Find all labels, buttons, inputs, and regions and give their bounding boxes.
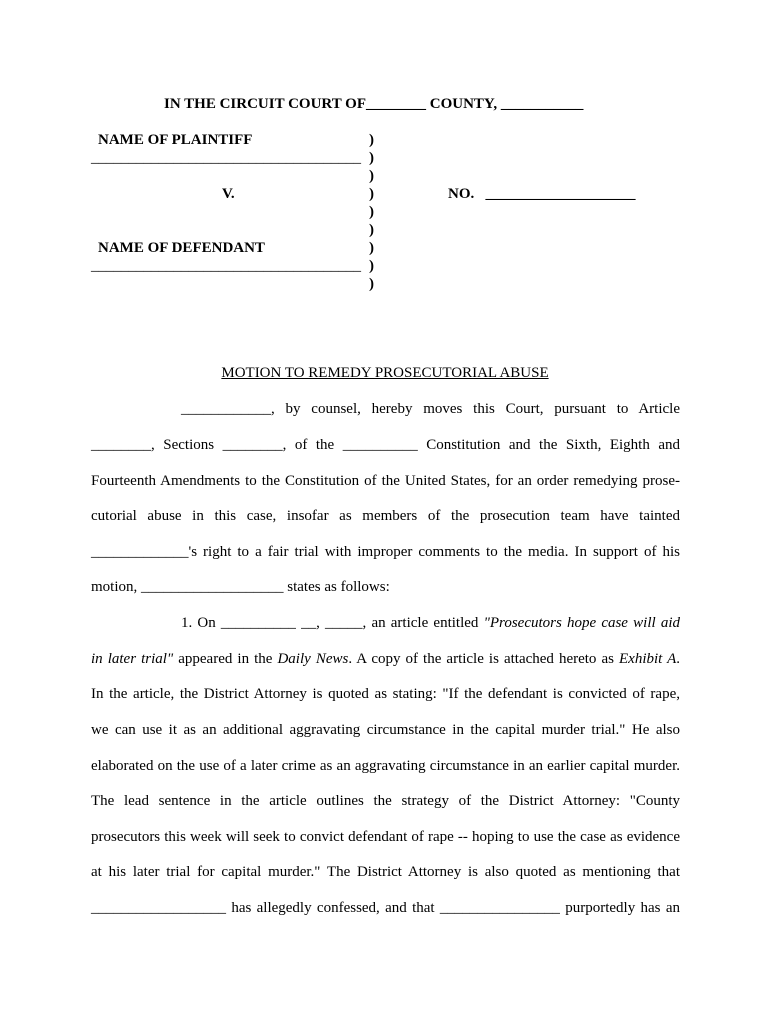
paragraph-1-text: .	[676, 651, 680, 667]
plaintiff-blank-line: ____________________________________	[91, 150, 361, 166]
exhibit-reference: Exhibit A	[619, 651, 677, 667]
caption-paren: )	[369, 204, 374, 220]
paragraph-1-line	[91, 650, 680, 668]
paragraph-1-text: appeared in the	[173, 651, 278, 667]
body-line: ____________, by counsel, hereby moves this Court, pursuant to Article	[181, 401, 680, 417]
caption-paren-column	[369, 131, 381, 293]
body-line: Fourteenth Amendments to the Constitution of the United States, for an order remedying prose-	[91, 473, 680, 489]
caption-paren: )	[369, 186, 374, 202]
defendant-label: NAME OF DEFENDANT	[98, 240, 265, 256]
paragraph-1-text: . A copy of the article is attached hereto as	[348, 651, 619, 667]
plaintiff-label: NAME OF PLAINTIFF	[98, 132, 253, 148]
paragraph-1-line: at his later trial for capital murder." The District Attorney is also quoted as mentioning that	[91, 864, 680, 880]
caption-paren: )	[369, 276, 374, 292]
paragraph-1-line: __________________ has allegedly confessed, and that ________________ purportedly has an	[91, 900, 680, 916]
article-title: "Prosecutors hope case will aid	[483, 615, 680, 631]
paragraph-1-line	[181, 614, 680, 632]
caption-paren: )	[369, 222, 374, 238]
body-line: _____________'s right to a fair trial with improper comments to the media. In support of his	[91, 544, 680, 560]
caption-paren: )	[369, 258, 374, 274]
caption-paren: )	[369, 168, 374, 184]
body-line: ________, Sections ________, of the __________ Constitution and the Sixth, Eighth and	[91, 437, 680, 453]
paragraph-1-text: 1. On __________ __, _____, an article entitled	[181, 615, 484, 631]
article-title: in later trial"	[91, 651, 174, 667]
motion-title: MOTION TO REMEDY PROSECUTORIAL ABUSE	[221, 365, 549, 381]
body-line: cutorial abuse in this case, insofar as members of the prosecution team have tainted	[91, 508, 680, 524]
paragraph-1-line: we can use it as an additional aggravating circumstance in the capital murder trial." He also	[91, 722, 680, 738]
versus-label: V.	[222, 186, 235, 202]
caption-paren: )	[369, 150, 374, 166]
body-line: motion, ___________________ states as follows:	[91, 579, 390, 595]
paragraph-1-line: The lead sentence in the article outlines the strategy of the District Attorney: "County	[91, 793, 680, 809]
caption-paren: )	[369, 132, 374, 148]
caption-paren: )	[369, 240, 374, 256]
case-number-field: NO. ____________________	[448, 186, 636, 202]
defendant-blank-line: ____________________________________	[91, 258, 361, 274]
paragraph-1-line: In the article, the District Attorney is quoted as stating: "If the defendant is convicted of rape,	[91, 686, 680, 702]
paragraph-1-line: elaborated on the use of a later crime as an aggravating circumstance in an earlier capital murder.	[91, 758, 680, 774]
newspaper-name: Daily News	[277, 651, 349, 667]
paragraph-1-line: prosecutors this week will seek to convict defendant of rape -- hoping to use the case as evidence	[91, 829, 680, 845]
court-heading: IN THE CIRCUIT COURT OF________ COUNTY, ___________	[164, 96, 584, 112]
